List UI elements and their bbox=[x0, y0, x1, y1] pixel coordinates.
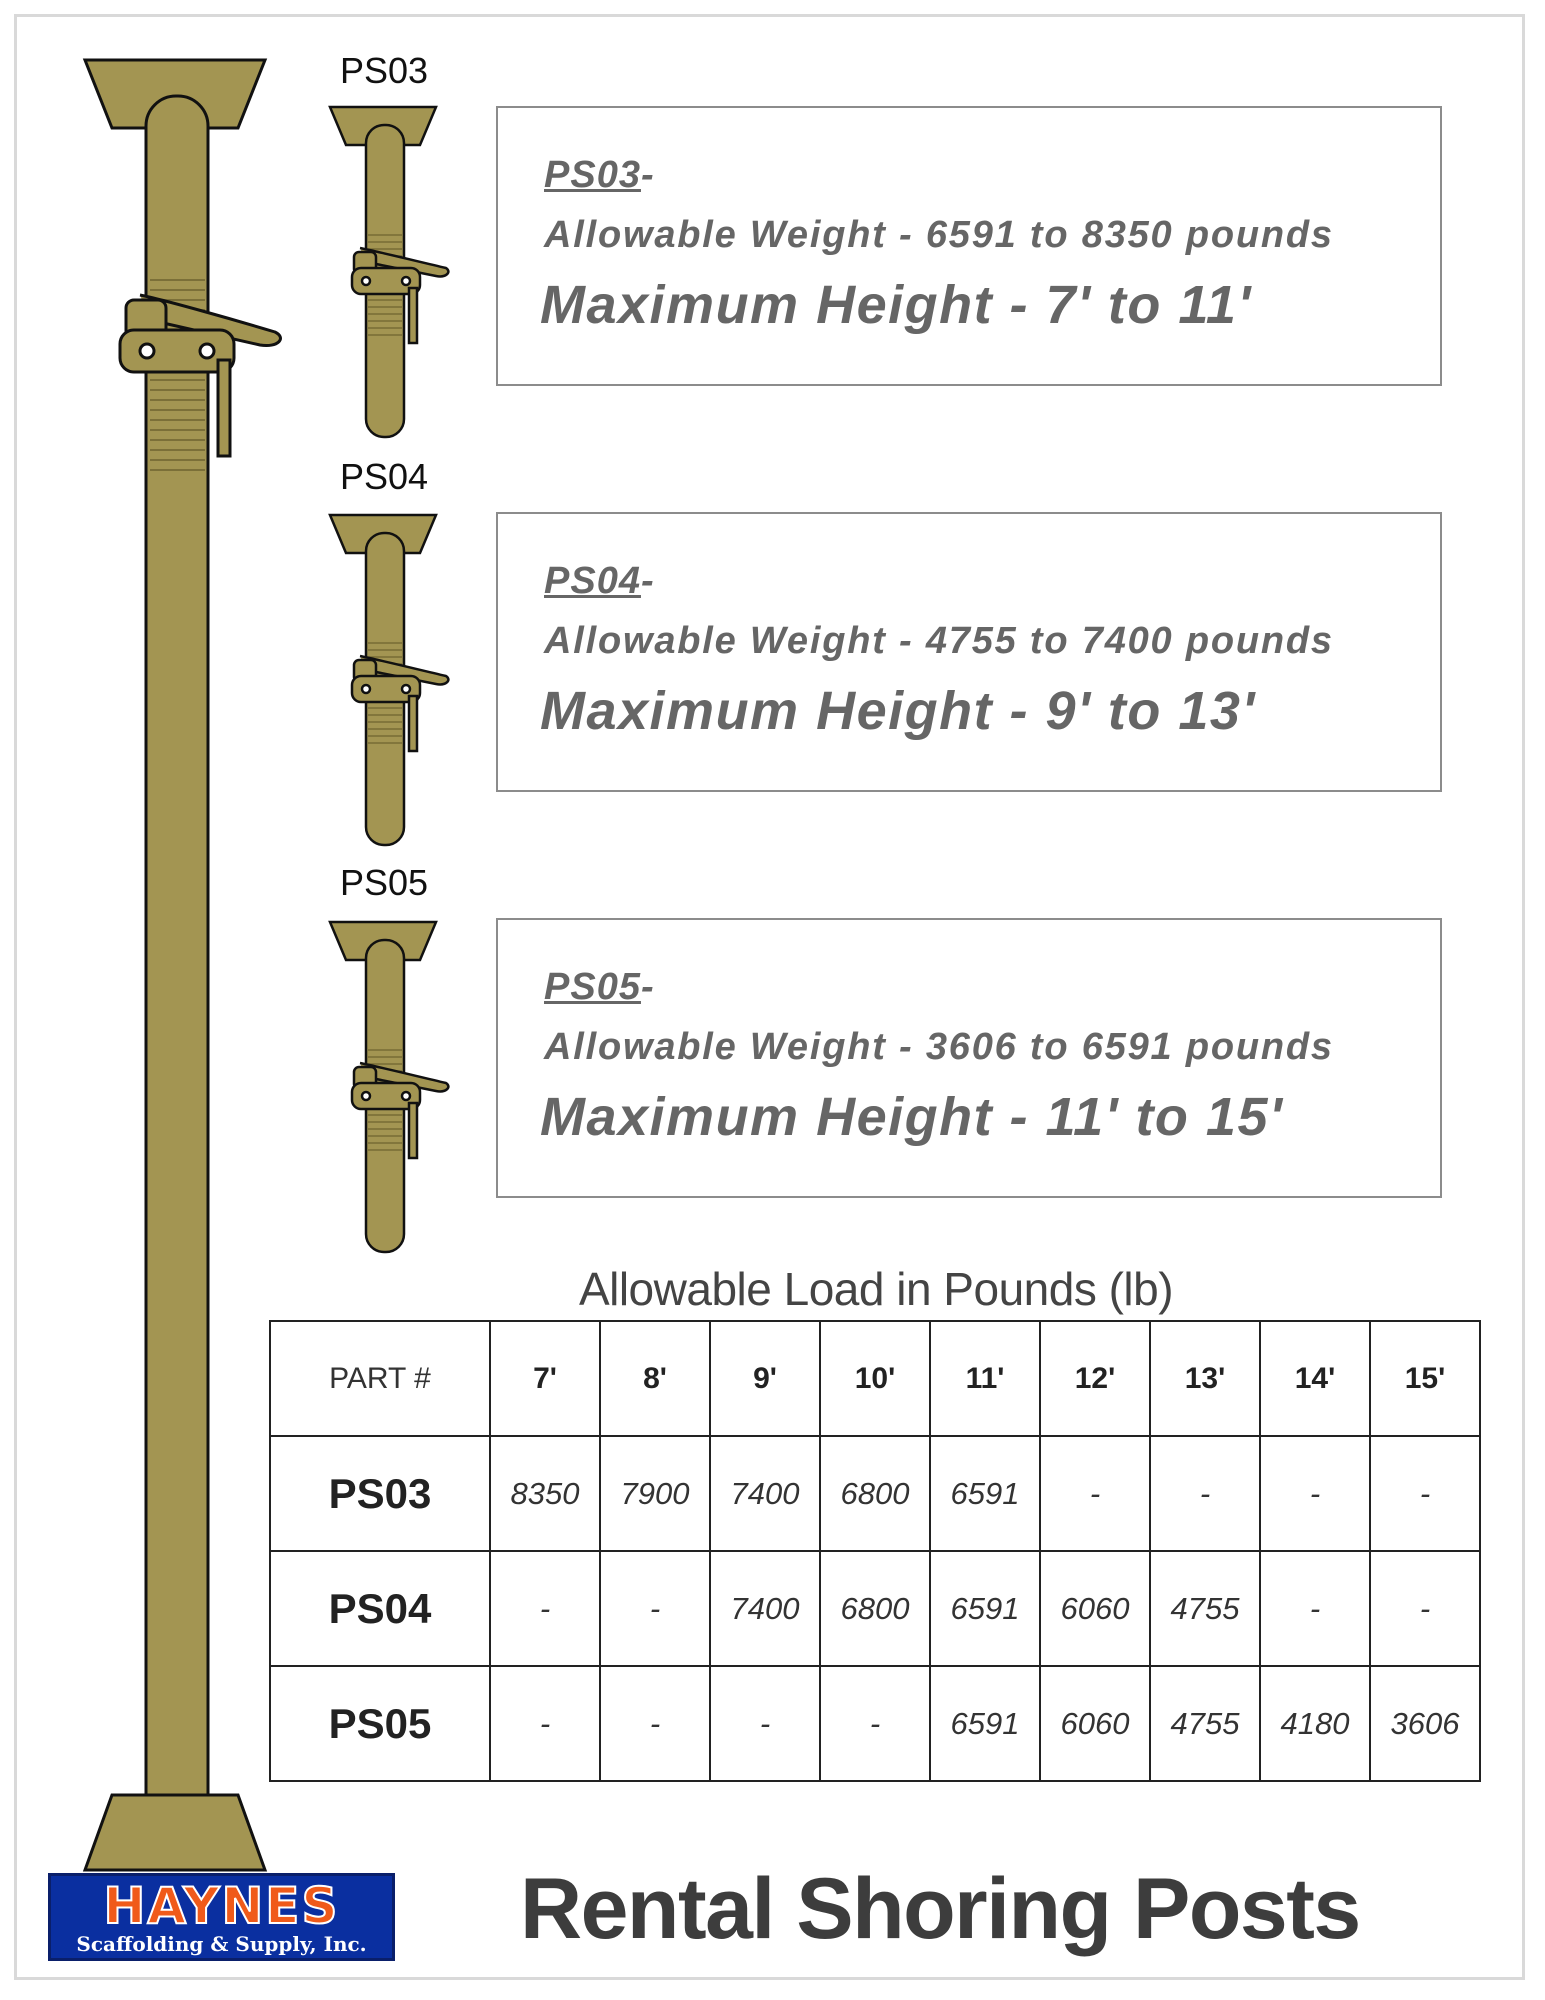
header-length-cell: 15' bbox=[1370, 1321, 1480, 1436]
header-length-cell: 8' bbox=[600, 1321, 710, 1436]
ps05-spec-box bbox=[496, 918, 1442, 1198]
load-value-cell: - bbox=[600, 1551, 710, 1666]
load-value-cell: 6800 bbox=[820, 1551, 930, 1666]
load-table bbox=[269, 1320, 1481, 1782]
load-value-cell: 6591 bbox=[930, 1666, 1040, 1781]
ps04-spec-box bbox=[496, 512, 1442, 792]
load-table-header-row bbox=[270, 1321, 1480, 1436]
ps05-post-label: PS05 bbox=[339, 862, 429, 903]
load-value-cell: - bbox=[600, 1666, 710, 1781]
load-value-cell: - bbox=[1370, 1551, 1480, 1666]
header-length-cell: 12' bbox=[1040, 1321, 1150, 1436]
header-length-cell: 10' bbox=[820, 1321, 930, 1436]
load-value-cell: 8350 bbox=[490, 1436, 600, 1551]
table-row bbox=[270, 1436, 1480, 1551]
table-row bbox=[270, 1666, 1480, 1781]
load-value-cell: 7900 bbox=[600, 1436, 710, 1551]
load-value-cell: 4755 bbox=[1150, 1666, 1260, 1781]
load-value-cell: 4180 bbox=[1260, 1666, 1370, 1781]
header-length-cell: 9' bbox=[710, 1321, 820, 1436]
load-value-cell: - bbox=[490, 1551, 600, 1666]
load-value-cell: 6591 bbox=[930, 1436, 1040, 1551]
table-row bbox=[270, 1551, 1480, 1666]
ps03-allowable-weight: Allowable Weight - 6591 to 8350 pounds bbox=[544, 214, 1334, 256]
load-value-cell: - bbox=[1040, 1436, 1150, 1551]
ps04-post-label: PS04 bbox=[339, 456, 429, 497]
row-part-cell: PS04 bbox=[270, 1551, 490, 1666]
load-value-cell: 6800 bbox=[820, 1436, 930, 1551]
ps05-allowable-weight: Allowable Weight - 3606 to 6591 pounds bbox=[544, 1026, 1334, 1068]
header-length-cell: 7' bbox=[490, 1321, 600, 1436]
load-value-cell: 6060 bbox=[1040, 1666, 1150, 1781]
haynes-logo bbox=[48, 1873, 395, 1961]
header-length-cell: 14' bbox=[1260, 1321, 1370, 1436]
row-part-cell: PS03 bbox=[270, 1436, 490, 1551]
ps04-maximum-height: Maximum Height - 9' to 13' bbox=[540, 681, 1256, 741]
header-part-cell: PART # bbox=[270, 1321, 490, 1436]
ps03-post-illustration bbox=[330, 107, 448, 437]
large-shoring-post-illustration bbox=[85, 60, 280, 1870]
load-value-cell: - bbox=[1260, 1551, 1370, 1666]
ps03-spec-box bbox=[496, 106, 1442, 386]
ps04-allowable-weight: Allowable Weight - 4755 to 7400 pounds bbox=[544, 620, 1334, 662]
ps04-post-illustration bbox=[330, 515, 448, 845]
ps05-maximum-height: Maximum Height - 11' to 15' bbox=[540, 1087, 1284, 1147]
load-value-cell: 7400 bbox=[710, 1551, 820, 1666]
load-value-cell: 3606 bbox=[1370, 1666, 1480, 1781]
row-part-cell: PS05 bbox=[270, 1666, 490, 1781]
ps03-post-label: PS03 bbox=[339, 50, 429, 91]
load-value-cell: 6591 bbox=[930, 1551, 1040, 1666]
ps03-spec-model: PS03- bbox=[544, 154, 655, 196]
ps05-post-illustration bbox=[330, 922, 448, 1252]
load-value-cell: 7400 bbox=[710, 1436, 820, 1551]
load-value-cell: - bbox=[710, 1666, 820, 1781]
load-value-cell: 4755 bbox=[1150, 1551, 1260, 1666]
ps04-spec-model: PS04- bbox=[544, 560, 655, 602]
load-value-cell: - bbox=[1150, 1436, 1260, 1551]
load-value-cell: - bbox=[820, 1666, 930, 1781]
ps03-maximum-height: Maximum Height - 7' to 11' bbox=[540, 275, 1252, 335]
load-table-title: Allowable Load in Pounds (lb) bbox=[578, 1263, 1174, 1315]
page-title: Rental Shoring Posts bbox=[520, 1861, 1360, 1957]
load-value-cell: 6060 bbox=[1040, 1551, 1150, 1666]
load-value-cell: - bbox=[490, 1666, 600, 1781]
load-value-cell: - bbox=[1370, 1436, 1480, 1551]
load-value-cell: - bbox=[1260, 1436, 1370, 1551]
header-length-cell: 11' bbox=[930, 1321, 1040, 1436]
logo-subtitle: Scaffolding & Supply, Inc. bbox=[76, 1932, 367, 1956]
ps05-spec-model: PS05- bbox=[544, 966, 655, 1008]
header-length-cell: 13' bbox=[1150, 1321, 1260, 1436]
logo-name: HAYNES bbox=[103, 1877, 340, 1935]
